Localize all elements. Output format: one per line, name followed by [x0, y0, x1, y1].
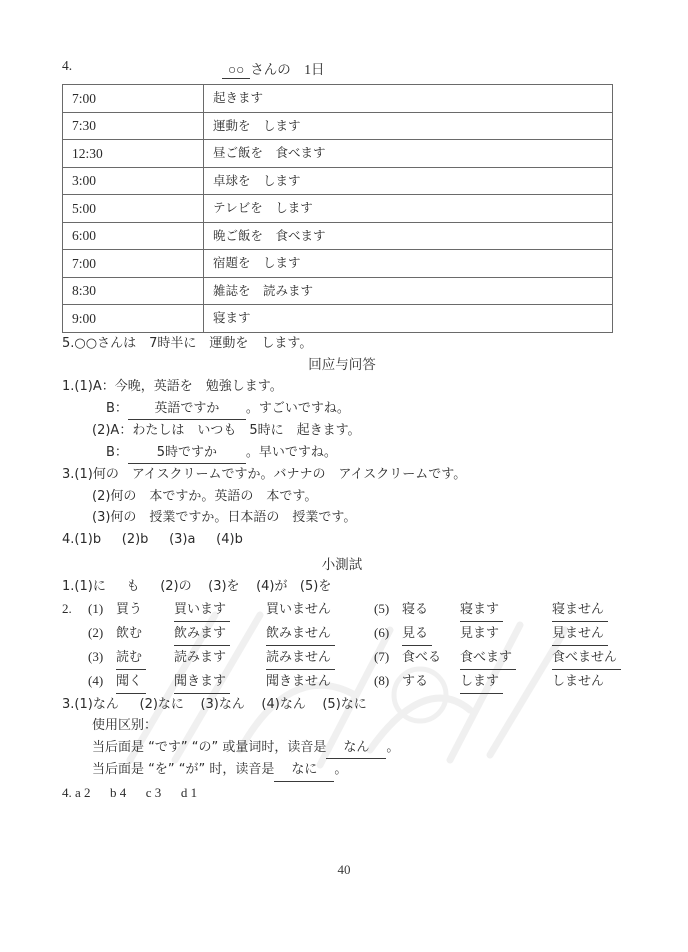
schedule-time: 7:00 [63, 85, 204, 113]
quiz-q1-a1: (1)に [74, 579, 106, 594]
quiz-q3-a3: (3)なん [200, 696, 245, 712]
response-q4-a4: (4)b [216, 531, 243, 547]
schedule-activity: 起きます [204, 85, 613, 113]
conj-dict-text: する [402, 673, 429, 689]
conj-pos-right [460, 599, 552, 622]
schedule-activity: 昼ご飯を 食べます [204, 140, 613, 168]
schedule-time: 5:00 [63, 195, 204, 223]
conjugation-row [62, 622, 622, 646]
speaker-a-label: A： [110, 423, 133, 438]
conj-pos-text: 見ます [460, 625, 500, 641]
quiz-q3-rule2-blank: なに [274, 759, 334, 782]
response-q4-a2: (2)b [121, 531, 149, 547]
quiz-q3-a4: (4)なん [261, 696, 306, 712]
schedule-time: 7:30 [63, 112, 204, 140]
quiz-q3-a2: (2)なに [139, 696, 184, 712]
quiz-q4-a2: b 4 [110, 784, 127, 800]
conj-pos-text: 聞きます [174, 671, 230, 694]
quiz-q3-a1: (1)なん [74, 696, 119, 712]
conj-pos-left [174, 671, 266, 694]
quiz-q2-label: 2. [62, 600, 72, 616]
conj-dict-text: 聞く [116, 671, 146, 694]
conj-dict-text: 寝る [402, 601, 429, 617]
conj-dict-text: 読む [116, 647, 146, 670]
conj-neg-right [552, 671, 660, 693]
table-row [63, 222, 613, 250]
schedule-table [62, 84, 613, 333]
table-row [63, 112, 613, 140]
response-q3-line1-index: (1) [74, 467, 93, 482]
quiz-q1-a4: (3)を [208, 579, 240, 594]
table-row [63, 277, 613, 305]
response-q3-line3 [62, 507, 622, 529]
schedule-time: 8:30 [63, 277, 204, 305]
schedule-answer-5: 5.○○さんは 7時半に 運動を します。 [62, 335, 313, 351]
conj-neg-text: しません [552, 673, 605, 689]
conj-neg-left [266, 671, 374, 693]
conj-pos-right [460, 671, 552, 694]
table-row [63, 195, 613, 223]
conj-dict-right [402, 599, 460, 621]
conj-neg-left [266, 623, 374, 646]
conj-pos-left [174, 647, 266, 669]
speaker-a-label: A： [92, 379, 115, 394]
quiz-q1-line [62, 576, 622, 598]
speaker-b-label: B： [106, 400, 128, 416]
conj-index-right: (6) [374, 624, 390, 640]
quiz-q4-a4: d 1 [180, 784, 198, 800]
schedule-title [222, 58, 325, 79]
response-q3-line3-index: (3) [92, 510, 111, 525]
conj-neg-right [552, 647, 660, 670]
schedule-activity: 雑誌を 読みます [204, 277, 613, 305]
quiz-q1-a3: (2)の [160, 579, 192, 594]
conj-neg-left [266, 647, 374, 670]
conj-pos-text: 飲みます [174, 623, 230, 646]
response-q3-line2-text: 何の 本ですか。英語の 本です。 [110, 488, 318, 504]
table-row [63, 167, 613, 195]
quiz-q3-rule1-blank: なん [326, 737, 386, 760]
conj-pos-text: します [460, 671, 503, 694]
response-q1-item1-b-tail: 。すごいですね。 [245, 400, 350, 416]
response-q3-line1 [62, 464, 622, 486]
quiz-q1-a2: も [126, 579, 140, 594]
schedule-activity: 運動を します [204, 112, 613, 140]
conj-index-left: (2) [88, 624, 104, 640]
conj-neg-text: 聞きません [266, 673, 332, 689]
conj-neg-right [552, 599, 660, 622]
conjugation-row [62, 646, 622, 670]
response-q4-a3: (3)a [169, 531, 196, 547]
conj-neg-text: 寝ません [552, 599, 608, 622]
conj-index-left: (1) [88, 600, 104, 616]
quiz-q3-rule2-post: 。 [334, 762, 348, 777]
conj-index-left: (3) [88, 648, 104, 664]
quiz-q3-rule1-pre: 当后面是 “です” “の” 或量词时，读音是 [92, 739, 327, 755]
schedule-time: 12:30 [63, 140, 204, 168]
quiz-q3-a5: (5)なに [322, 696, 367, 712]
response-q1-item2-a [62, 420, 622, 442]
response-q4-label: 4. [62, 531, 75, 547]
schedule-activity: 晩ご飯を 食べます [204, 222, 613, 250]
schedule-time: 7:00 [63, 250, 204, 278]
conj-pos-right [460, 647, 552, 670]
quiz-q3-rule1 [62, 737, 622, 760]
quiz-q3-rule1-post: 。 [386, 739, 400, 755]
quiz-q3-line [62, 694, 622, 716]
schedule-time: 3:00 [63, 167, 204, 195]
conj-dict-left [116, 623, 174, 645]
conj-pos-right [460, 623, 552, 645]
conjugation-row [62, 598, 622, 622]
table-row [63, 305, 613, 333]
response-q4-a1: (1)b [74, 531, 102, 547]
conj-neg-text: 飲みません [266, 623, 335, 646]
conj-pos-text: 寝ます [460, 599, 503, 622]
response-q3-line3-text: 何の 授業ですか。日本語の 授業です。 [110, 510, 357, 525]
response-q1-item2-b [62, 442, 622, 465]
conj-neg-text: 読みません [266, 647, 335, 670]
conj-index-right: (7) [374, 648, 390, 664]
response-q1-item1-index: (1) [74, 379, 93, 394]
conj-pos-left [174, 623, 266, 646]
response-q3-line2-index: (2) [92, 488, 111, 504]
response-section-heading: 回应与问答 [308, 357, 376, 373]
conj-index-left: (4) [88, 672, 104, 688]
conj-dict-left [116, 599, 174, 621]
quiz-q3-usage-label: 使用区别： [92, 718, 158, 733]
schedule-activity: テレビを します [204, 195, 613, 223]
quiz-q1-label: 1. [62, 579, 75, 594]
response-q1-label: 1. [62, 379, 75, 394]
conj-dict-left [116, 647, 174, 670]
quiz-q4-line [62, 782, 622, 804]
conj-index-right: (5) [374, 600, 390, 616]
conj-dict-right [402, 623, 460, 646]
conj-dict-text: 買う [116, 601, 143, 617]
quiz-section-heading: 小測試 [321, 557, 363, 573]
conj-dict-text: 飲む [116, 625, 143, 641]
quiz-q4-a1: a 2 [75, 784, 91, 800]
response-q1-item2-a-text: わたしは いつも 5時に 起きます。 [132, 423, 361, 438]
conj-pos-left [174, 599, 266, 622]
quiz-q3-label: 3. [62, 696, 75, 712]
quiz-q4-label: 4. [62, 784, 72, 800]
schedule-time: 6:00 [63, 222, 204, 250]
response-q3-line1-text: 何の アイスクリームですか。バナナの アイスクリームです。 [92, 467, 467, 482]
table-row [63, 140, 613, 168]
response-q3-line2 [62, 486, 622, 508]
response-q4-line [62, 529, 622, 551]
schedule-title-row [62, 58, 622, 80]
quiz-q3-rule2 [62, 759, 622, 782]
conj-neg-left [266, 599, 374, 621]
speaker-b-label: B： [106, 444, 128, 460]
response-q1-item2-index: (2) [92, 423, 111, 438]
response-q1-item1-a-text: 今晚，英語を 勉強します。 [114, 379, 283, 394]
conj-pos-text: 買います [174, 599, 230, 622]
response-q1-item2-b-tail: 。早いですね。 [245, 444, 337, 460]
quiz-q1-a5: (4)が [256, 579, 288, 594]
conj-pos-text: 読みます [174, 649, 227, 665]
quiz-q4-a3: c 3 [145, 784, 162, 800]
schedule-activity: 寝ます [204, 305, 613, 333]
conj-dict-left [116, 671, 174, 694]
schedule-time: 9:00 [63, 305, 204, 333]
schedule-title-blank: ○○ [222, 62, 250, 79]
table-row [63, 250, 613, 278]
conjugation-row [62, 670, 622, 694]
quiz-q3-rule2-pre: 当后面是 “を” “が” 时，读音是 [92, 762, 275, 777]
conj-neg-right [552, 623, 660, 646]
conj-dict-right [402, 647, 460, 669]
response-q1-item1-a [62, 376, 622, 398]
conj-dict-text: 見る [402, 623, 432, 646]
conj-pos-text: 食べます [460, 647, 516, 670]
schedule-activity: 宿題を します [204, 250, 613, 278]
conj-index-right: (8) [374, 672, 390, 688]
response-q1-item1-b-blank: 英語ですか [128, 398, 246, 421]
response-q1-item2-b-blank: 5時ですか [128, 442, 246, 465]
response-q1-item1-b [62, 398, 622, 421]
conj-neg-text: 食べません [552, 647, 621, 670]
schedule-exercise-number: 4. [62, 58, 73, 73]
conj-neg-text: 買いません [266, 601, 332, 617]
conj-neg-text: 見ません [552, 623, 608, 646]
table-row [63, 85, 613, 113]
response-q3-label: 3. [62, 467, 75, 482]
page-content [62, 58, 622, 803]
schedule-title-suffix: さんの 1日 [250, 62, 325, 77]
page-number: 40 [337, 862, 351, 877]
schedule-table-body [63, 85, 613, 333]
conj-dict-text: 食べる [402, 649, 442, 665]
conj-dict-right [402, 671, 460, 693]
schedule-activity: 卓球を します [204, 167, 613, 195]
quiz-q1-a6: (5)を [299, 579, 332, 594]
